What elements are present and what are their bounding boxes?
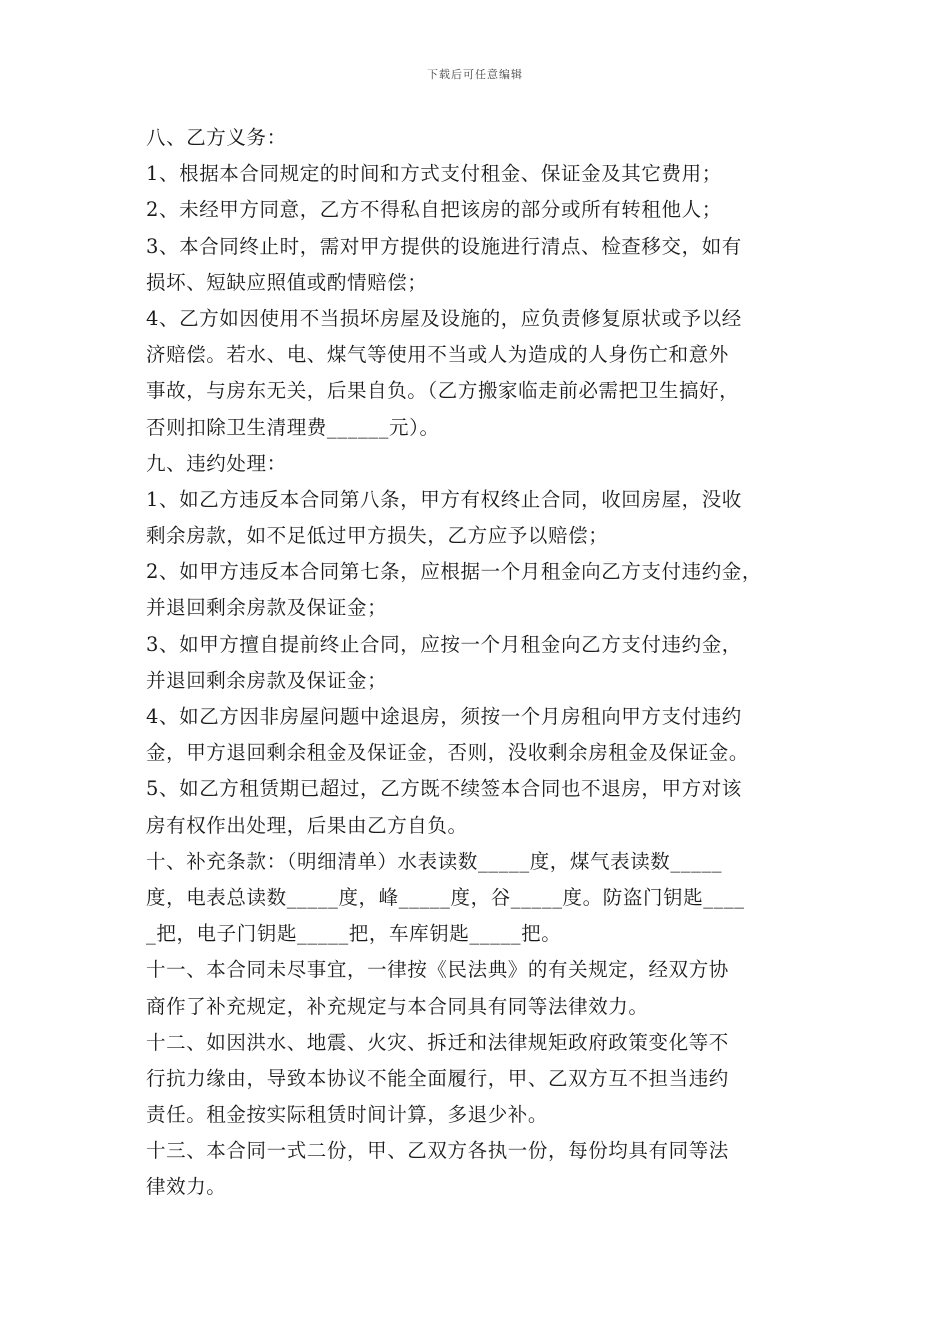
text-line: 1、如乙方违反本合同第八条，甲方有权终止合同，收回房屋，没收 (146, 487, 742, 511)
section-heading-11: 十一、本合同未尽事宜，一律按《民法典》的有关规定，经双方协 (146, 958, 729, 982)
text-line: 济赔偿。若水、电、煤气等使用不当或人为造成的人身伤亡和意外 (146, 343, 729, 367)
text-line: 2、如甲方违反本合同第七条，应根据一个月租金向乙方支付违约金， (146, 560, 763, 584)
header-note: 下载后可任意编辑 (427, 68, 523, 81)
text-line: 3、本合同终止时，需对甲方提供的设施进行清点、检查移交，如有 (146, 234, 742, 258)
text-line: 4、乙方如因使用不当损坏房屋及设施的，应负责修复原状或予以经 (146, 306, 742, 330)
text-line: _把，电子门钥匙_____把，车库钥匙_____把。 (146, 922, 562, 946)
text-line: 损坏、短缺应照值或酌情赔偿； (146, 270, 428, 294)
text-line: 并退回剩余房款及保证金； (146, 668, 388, 692)
section-heading-10: 十、补充条款：（明细清单）水表读数_____度，煤气表读数_____ (146, 849, 723, 873)
text-line: 并退回剩余房款及保证金； (146, 596, 388, 620)
text-line: 事故，与房东无关，后果自负。（乙方搬家临走前必需把卫生搞好， (146, 379, 740, 403)
section-heading-13: 十三、本合同一式二份，甲、乙双方各执一份，每份均具有同等法 (146, 1139, 729, 1163)
text-line: 金，甲方退回剩余租金及保证金，否则，没收剩余房租金及保证金。 (146, 741, 750, 765)
text-line: 5、如乙方租赁期已超过，乙方既不续签本合同也不退房，甲方对该 (146, 777, 742, 801)
text-line: 否则扣除卫生清理费______元）。 (146, 415, 440, 439)
text-line: 2、未经甲方同意，乙方不得私自把该房的部分或所有转租他人； (146, 198, 722, 222)
text-line: 行抗力缘由，导致本协议不能全面履行，甲、乙双方互不担当违约 (146, 1066, 729, 1090)
text-line: 商作了补充规定，补充规定与本合同具有同等法律效力。 (146, 994, 649, 1018)
text-line: 3、如甲方擅自提前终止合同，应按一个月租金向乙方支付违约金， (146, 632, 742, 656)
text-line: 律效力。 (146, 1175, 227, 1199)
text-line: 剩余房款，如不足低过甲方损失，乙方应予以赔偿； (146, 524, 609, 548)
section-heading-12: 十二、如因洪水、地震、火灾、拆迁和法律规矩政府政策变化等不 (146, 1030, 729, 1054)
text-line: 房有权作出处理，后果由乙方自负。 (146, 813, 468, 837)
text-line: 4、如乙方因非房屋问题中途退房，须按一个月房租向甲方支付违约 (146, 705, 742, 728)
document-body (146, 120, 816, 1206)
section-heading-9: 九、违约处理： (146, 451, 287, 475)
text-line: 责任。租金按实际租赁时间计算，多退少补。 (146, 1103, 549, 1127)
text-line: 1、根据本合同规定的时间和方式支付租金、保证金及其它费用； (146, 162, 722, 186)
section-heading-8: 八、乙方义务： (146, 126, 287, 149)
text-line: 度，电表总读数_____度，峰_____度，谷_____度。防盗门钥匙____ (146, 885, 745, 909)
